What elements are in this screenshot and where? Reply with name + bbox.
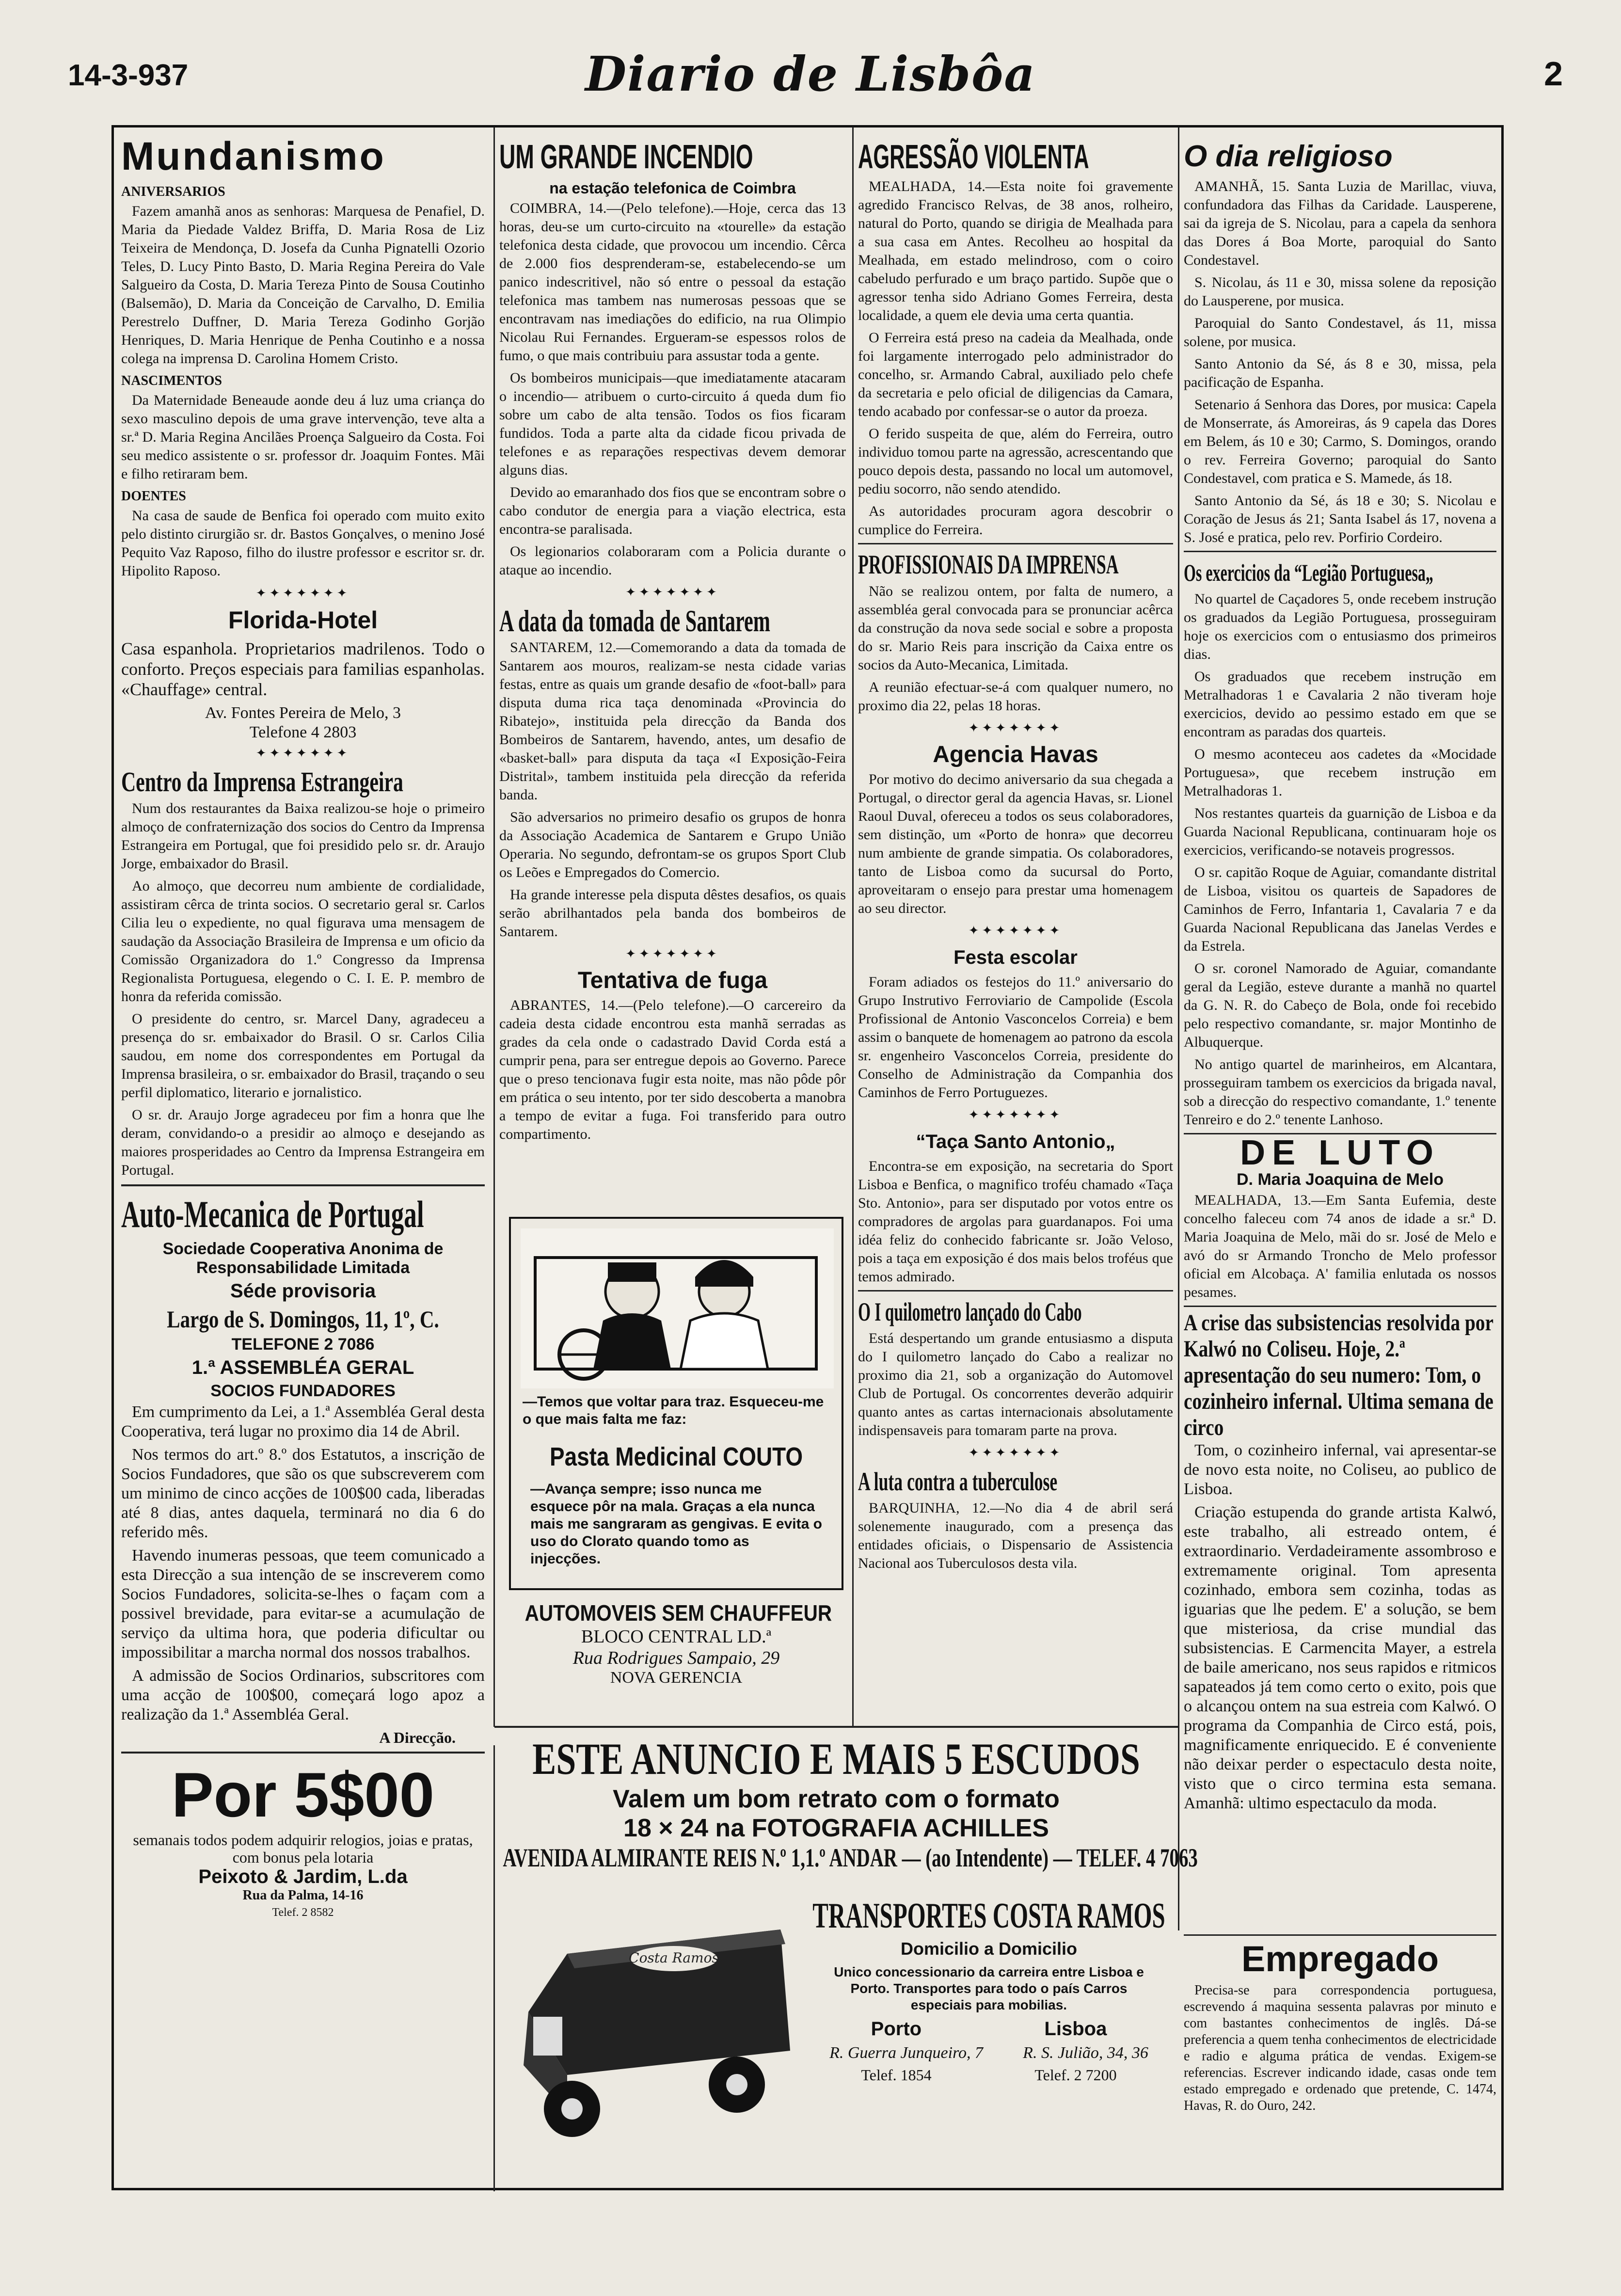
nascimentos-label: NASCIMENTOS [121, 373, 222, 388]
festa-title: Festa escolar [954, 947, 1078, 968]
ornament: ✦✦✦✦✦✦✦ [968, 1108, 1063, 1122]
auto-mecanica-p1: Em cumprimento da Lei, a 1.ª Assembléa Geral desta Cooperativa, terá lugar no proximo dia 14 de Abril. [121, 1403, 485, 1440]
por-5-escudos-text: semanais todos podem adquirir relogios, joias e pratas, com bonus pela lotaria [133, 1831, 473, 1866]
auto-mecanica-sede: Séde provisoria [230, 1280, 376, 1302]
truck-label: Costa Ramos [629, 1950, 719, 1966]
luto-title: DE LUTO [1240, 1133, 1440, 1172]
auto-mecanica-address: Largo de S. Domingos, 11, 1º, C. [167, 1306, 439, 1333]
centro-p4: O sr. dr. Araujo Jorge agradeceu por fim a honra que lhe deram, convidando-o a presidir ao almoço e desejando as maiores prosperidades ao Centro da Imprensa Estrangeira em Portugal. [121, 1107, 485, 1178]
florida-hotel-phone: Telefone 4 2803 [249, 723, 357, 741]
legiao-p6: O sr. coronel Namorado de Aguiar, comandante geral da Legião, esteve durante a manhã no quartel da G. N. R. do Cabeço de Bola, onde foi recebido pelo respectivo comandante, sr. major Montinho de Albuquerque. [1184, 960, 1496, 1050]
florida-hotel-title: Florida-Hotel [228, 606, 378, 634]
profissionais-p2: A reunião efectuar-se-á com qualquer numero, no proximo dia 22, pelas 18 horas. [858, 679, 1173, 714]
religioso-p6: Santo Antonio da Sé, ás 18 e 30; S. Nicolau e Coração de Jesus ás 21; Santa Isabel ás 17, novena a S. José e pratica, pelo rev. Porfirio Cordeiro. [1184, 493, 1496, 545]
costa-lisboa: Lisboa [1044, 2018, 1107, 2040]
auto-mecanica-p4: A admissão de Socios Ordinarios, subscritores com uma acção de 100$00, começará logo apoz a realização da 1.ª Assembléa Geral. [121, 1667, 485, 1723]
peixoto-phone: Telef. 2 8582 [272, 1906, 334, 1919]
achilles-line3: 18 × 24 na FOTOGRAFIA ACHILLES [623, 1814, 1049, 1842]
column-2 [499, 136, 846, 1202]
agressao-p3: O ferido suspeita de que, além do Ferreira, outro individuo tomou parte na agressão, acrescentando que pouco depois desta, passando no local um automovel, pediu socorro, não sendo atendido. [858, 426, 1173, 497]
religioso-p4: Santo Antonio da Sé, ás 8 e 30, missa, pela pacificação de Espanha. [1184, 356, 1496, 390]
costa-phone-lisboa: Telef. 2 7200 [1034, 2066, 1117, 2084]
achilles-address: AVENIDA ALMIRANTE REIS N.º 1,1.º ANDAR — (ao Intendente) — TELEF. 4 7063 [503, 1843, 1198, 1872]
cabo-p1: Está despertando um grande entusiasmo a disputa do I quilometro lançado do Cabo a realizar no proximo dia 21, sob a organização do Automovel Club de Portugal. Os concorrentes deverão adquirir quanto antes as cartas internacionais absolutamente indispensaveis para tomaram parte na prova. [858, 1330, 1173, 1438]
doentes-text: Na casa de saude de Benfica foi operado com muito exito pelo distinto cirurgião sr. dr. Bastos Gonçalves, o menino José Pequito Vaz Raposo, filho do ilustre professor e escritor sr. dr. Hipolito Raposo. [121, 508, 485, 579]
column-rule [1178, 127, 1179, 1930]
profissionais-p1: Não se realizou ontem, por falta de numero, a assembléa geral convocada para se pronunciar acêrca da construção da nova sede social e sobre a proposta do sr. Mario Reis para inscrição da Caixa entre os socios da Auto-Mecanica, Limitada. [858, 583, 1173, 673]
horizontal-rule [494, 1726, 1178, 1728]
peixoto-address: Rua da Palma, 14-16 [242, 1888, 364, 1903]
agressao-p4: As autoridades procuram agora descobrir o cumplice do Ferreira. [858, 503, 1173, 538]
automoveis-title: AUTOMOVEIS SEM CHAUFFEUR [524, 1600, 832, 1626]
doentes-label: DOENTES [121, 489, 186, 504]
legiao-p3: O mesmo aconteceu aos cadetes da «Mocidade Portuguesa», que recebem instrução em Metralhadoras 1. [1184, 746, 1496, 799]
costa-ramos-ad [499, 1891, 1173, 2182]
legiao-p7: No antigo quartel de marinheiros, em Alcantara, prosseguiram tambem os exercicios da brigada naval, sob a direcção do respectivo comandante, 1.º tenente Tenreiro e do 2.º tenente Lanhoso. [1184, 1056, 1496, 1128]
empregado-text: Precisa-se para correspondencia portuguesa, escrevendo á maquina sessenta palavras por minuto e com bastantes conhecimentos de inglês. Dá-se preferencia a quem tenha conhecimentos de electricidade e radio e alguma prática de vendas. Exigem-se referencias. Escrever indicando idade, casas onde tem estado empregado e ordenado que pretende, C. 1474, Havas, R. do Ouro, 242. [1184, 1983, 1496, 2113]
achilles-line2: Valem um bom retrato com o formato [613, 1785, 1060, 1813]
costa-ramos-text: Unico concessionario da carreira entre Lisboa e Porto. Transportes para todo o país Carros especiais para mobilias. [834, 1964, 1144, 2012]
auto-mecanica-signature: A Direcção. [379, 1729, 456, 1746]
column-4 [1184, 136, 1496, 1929]
aniversarios-label: ANIVERSARIOS [121, 184, 225, 199]
religioso-title: O dia religioso [1184, 140, 1393, 173]
column-1 [121, 133, 485, 2184]
religioso-p3: Paroquial do Santo Condestavel, ás 11, missa solene, por musica. [1184, 315, 1496, 350]
peixoto-jardim: Peixoto & Jardim, L.da [198, 1866, 408, 1887]
religioso-p5: Setenario á Senhora das Dores, por musica: Capela de Monserrate, ás Amoreiras, ás 9 capela das Dores em Belem, ás 10 e 30; Carmo, S. Domingos, orando o rev. Ferreira Governo; paroquial do Santo Condestavel, com pratica e S. Mamede, ás 18. [1184, 397, 1496, 486]
legiao-p5: O sr. capitão Roque de Aguiar, comandante distrital de Lisboa, visitou os quarteis de Sapadores de Caminhos de Ferro, Infantaria 1, Cavalaria 7 e da Guarda Nacional Republicana das Janelas Verdes e da Estrela. [1184, 864, 1496, 954]
incendio-p3: Devido ao emaranhado dos fios que se encontram sobre o cabo condutor de energia para a viação electrica, esta encontra-se paralisada. [499, 484, 846, 537]
newspaper-title: Diario de Lisbôa [585, 47, 1036, 102]
centro-p1: Num dos restaurantes da Baixa realizou-se hoje o primeiro almoço de confraternização dos socios do Centro da Imprensa Estrangeira em Portugal, que foi presidido pelo sr. dr. Araujo Jorge, embaixador do Brasil. [121, 800, 485, 872]
crise-p2: Criação estupenda do grande artista Kalwó, este trabalho, ali estreado ontem, é extraordinario. Verdadeiramente assombroso e extremamente original. Tom apresenta cozinhado, embora sem cozinha, todas as iguarias que lhe pedem. E' a solução, se bem que misteriosa, da crise mundial das subsistencias. E Carmencita Mayer, a estrela de baile americano, nos seus rapidos e ritmicos sapateados já tem como certo o exito, pois que o alcançou ontem na sua estreia com Kalwó. O programa da Companhia de Circo está, pois, magnificamente enriquecido. E é conveniente não deixar perder o espectaculo desta noite, visto que o circo termina esta semana. Amanhã: ultimo espectaculo da moda. [1184, 1503, 1496, 1812]
costa-address-porto: R. Guerra Junqueiro, 7 [829, 2044, 984, 2062]
ornament: ✦✦✦✦✦✦✦ [968, 924, 1063, 938]
santarem-p3: Ha grande interesse pela disputa dêstes desafios, os quais serão abrilhantados pela banda dos bombeiros de Santarem. [499, 887, 846, 940]
nova-gerencia: NOVA GERENCIA [610, 1669, 743, 1687]
auto-mecanica-socios: SOCIOS FUNDADORES [210, 1382, 396, 1400]
taca-title: “Taça Santo Antonio„ [916, 1131, 1115, 1152]
auto-mecanica-sub1: Sociedade Cooperativa Anonima de Responsabilidade Limitada [162, 1240, 444, 1277]
achilles-headline: ESTE ANUNCIO E MAIS 5 ESCUDOS [532, 1734, 1140, 1784]
crise-p1: Tom, o cozinheiro infernal, vai apresentar-se de novo esta noite, no Coliseu, ao publico de Lisboa. [1184, 1441, 1496, 1498]
auto-mecanica-p2: Nos termos do art.º 8.º dos Estatutos, a inscrição de Socios Fundadores, que são os que subscreverem com um minimo de cinco acções de 100$00 cada, liberadas até 8 dias, antes daquela, terminará no dia 6 do referido mês. [121, 1446, 485, 1541]
ornament: ✦✦✦✦✦✦✦ [255, 746, 350, 760]
costa-phone-porto: Telef. 1854 [861, 2066, 932, 2084]
auto-mecanica-p3: Havendo inumeras pessoas, que teem comunicado a esta Direcção a sua intenção de se inscreverem como Socios Fundadores, solicita-se-lhes o façam com a possivel brevidade, para evitar-se a acumulação de serviço da ultima hora, que poderia dificultar ou impossibilitar a marcha normal dos nossos trabalhos. [121, 1547, 485, 1661]
agressao-title: AGRESSÃO VIOLENTA [858, 138, 1089, 175]
costa-address-lisboa: R. S. Julião, 34, 36 [1023, 2044, 1148, 2062]
ornament: ✦✦✦✦✦✦✦ [625, 947, 720, 961]
incendio-title: UM GRANDE INCENDIO [499, 138, 753, 175]
luta-title: A luta contra a tuberculose [858, 1467, 1058, 1496]
por-5-escudos-title: Por 5$00 [171, 1759, 435, 1830]
couto-dialogue-2: —Avança sempre; isso nunca me esquece pôr na mala. Graças a ela nunca mais me sangraram as gengivas. E evita o uso do Clorato quando tomo as injecções. [530, 1481, 822, 1567]
luta-p1: BARQUINHA, 12.—No dia 4 de abril será solenemente inaugurado, com a presença das entidades oficiais, o Dispensario de Assistencia Nacional aos Tuberculosos desta vila. [858, 1500, 1173, 1571]
car-couple-illustration [521, 1228, 834, 1388]
automoveis-ad [504, 1600, 848, 1721]
santarem-title: A data da tomada de Santarem [499, 604, 770, 638]
costa-ramos-title: TRANSPORTES COSTA RAMOS [812, 1896, 1165, 1936]
empregado-ad [1184, 1934, 1496, 2188]
luto-p1: MEALHADA, 13.—Em Santa Eufemia, deste concelho faleceu com 74 anos de idade a sr.ª D. Maria Joaquina de Melo, mãi do sr. José de Melo e avó do sr Armando Troncho de Melo professor oficial em Alcobaça. A' familia enlutada os nossos pesames. [1184, 1192, 1496, 1300]
centro-p3: O presidente do centro, sr. Marcel Dany, agradeceu a presença do sr. embaixador do Brasil. O sr. Carlos Cilia saudou, em nome dos correspondentes em Portugal da Imprensa brasileira, o sr. embaixador do Brasil, traçando o seu perfil diplomatico, literario e jornalistico. [121, 1011, 485, 1100]
fuga-title: Tentativa de fuga [577, 968, 768, 993]
column-rule [493, 127, 495, 1727]
issue-date: 14-3-937 [68, 59, 189, 92]
ornament: ✦✦✦✦✦✦✦ [968, 1446, 1063, 1460]
havas-p1: Por motivo do decimo aniversario da sua chegada a Portugal, o director geral da agencia Havas, sr. Lionel Raoul Duval, ofereceu a todos os seus colaboradores, sem distinção, um «Porto de honra» que decorreu num ambiente de grande simpatia. Os colaboradores, tanto de Lisboa como da sucursal do Porto, aproveitaram o ensejo para prestar uma homenagem ao seu director. [858, 771, 1173, 916]
luto-name: D. Maria Joaquina de Melo [1237, 1170, 1444, 1189]
column-rule [493, 1745, 495, 2191]
column-rule [852, 127, 854, 1727]
masthead [0, 0, 1621, 121]
crise-title: A crise das subsistencias resolvida por Kalwó no Coliseu. Hoje, 2.ª apresentação do seu numero: Tom, o cozinheiro infernal. Ultima semana de circo [1184, 1310, 1494, 1440]
santarem-p2: São adversarios no primeiro desafio os grupos de honra da Associação Academica de Santarem e Grupo União Operaria. No segundo, defrontam-se os grupos Sport Club os Leões e Empregados do Comercio. [499, 809, 846, 880]
ornament: ✦✦✦✦✦✦✦ [968, 721, 1063, 735]
religioso-p2: S. Nicolau, ás 11 e 30, missa solene da reposição do Lausperene, por musica. [1184, 274, 1496, 309]
couto-product: Pasta Medicinal COUTO [549, 1442, 803, 1471]
ornament: ✦✦✦✦✦✦✦ [255, 586, 350, 600]
florida-hotel-text: Casa espanhola. Proprietarios madrilenos. Todo o conforto. Preços especiais para familias espanholas. «Chauffage» central. [121, 639, 485, 699]
legiao-p2: Os graduados que recebem instrução em Metralhadoras 1 e Cavalaria 2 não tiveram hoje exercicios, devido ao pessimo estado em que se encontram as paradas dos quarteis. [1184, 669, 1496, 740]
couto-dialogue-1: —Temos que voltar para traz. Esqueceu-me o que mais falta me faz: [523, 1394, 824, 1427]
santarem-p1: SANTAREM, 12.—Comemorando a data da tomada de Santarem aos mouros, realizam-se nesta cidade varias festas, entre as quais um grande desafio de «foot-ball» para disputa duma rica taça denominada «Provincia do Ribatejo», instituida pela direcção da Banda dos Bombeiros de Santarem, havendo, antes, um desafio de «basket-ball» para disputa da taça «I Exposição-Feira Distrital», tambem instituida pela direcção da referida banda. [499, 639, 846, 803]
incendio-p1: COIMBRA, 14.—(Pelo telefone).—Hoje, cerca das 13 horas, deu-se um curto-circuito na «tourelle» da estação telefonica desta cidade, que provocou um incendio. Cêrca de 2.000 fios desprenderam-se, estabelecendo-se um panico indescritivel, não só entre o pessoal da estação telefonica mas tambem nas numerosas pessoas que se encontravam nas imediações do edificio, na rua Olimpio Nicolau Rui Fernandes. Ergueram-se espessos rolos de fumo, o que mais contribuiu para assustar toda a gente. [499, 200, 846, 364]
empregado-title: Empregado [1241, 1939, 1439, 1979]
aniversarios-text: Fazem amanhã anos as senhoras: Marquesa de Penafiel, D. Maria da Piedade Valdez Briffa, D. Maria Rosa de Liz Teixeira de Mendonça, D. Josefa da Cunha Pignatelli Ozorio Teles, D. Lucy Pinto Basto, D. Maria Regina Pereira do Vale Salgueiro da Costa, D. Maria Tereza Pinto de Sousa Coutinho (Balsemão), D. Maria da Conceição de Carvalho, D. Emilia Perestrelo Duffner, D. Maria Tereza Godinho Gorjão Henriques, D. Maria Henrique de Penha Coutinho e a nossa colega na imprensa D. Carolina Homem Cristo. [121, 203, 485, 367]
auto-mecanica-phone: TELEFONE 2 7086 [231, 1335, 375, 1354]
fuga-p1: ABRANTES, 14.—(Pelo telefone).—O carcereiro da cadeia desta cidade encontrou esta manhã serradas as grades da cela onde o cadastrado David Corda está a cumprir pena, para ser entregue depois ao Governo. Parece que o preso tencionava fugir esta noite, mas não pôde pôr em prática o seu intento, por ter sido descoberta a manobra a tempo de evitar a fuga. Foi transferido para outro compartimento. [499, 997, 846, 1142]
religioso-p1: AMANHÃ, 15. Santa Luzia de Marillac, viuva, confundadora das Filhas da Caridade. Lausperene, sai da igreja de S. Nicolau, para a capela da senhora das Dores á Boa Morte, paroquial do Santo Condestavel. [1184, 178, 1496, 268]
incendio-p2: Os bombeiros municipais—que imediatamente atacaram o incendio— atribuem o curto-circuito á queda dum fio sobre um cabo de alta tensão. Todos os fios ficaram fundidos. Toda a parte alta da cidade ficou privada de telefones e as reparações respectivas devem demorar alguns dias. [499, 370, 846, 478]
taca-p1: Encontra-se em exposição, na secretaria do Sport Lisboa e Benfica, o magnifico troféu chamado «Taça Sto. Antonio», para ser disputado por votos entre os compradores de argolas para guardanapos. Foi uma idéa feliz do conhecido fabricante sr. João Veloso, pois a taça em exposição é dos mais belos troféus que temos admirado. [858, 1158, 1173, 1285]
bloco-central: BLOCO CENTRAL LD.ª [581, 1626, 772, 1647]
nascimentos-text: Da Maternidade Beneaude aonde deu á luz uma criança do sexo masculino depois de uma grave intervenção, teve alta a sr.ª D. Maria Regina Ancilães Proença Salgueiro da Costa. Foi seu medico assistente o sr. professor dr. Joaquim Fontes. Mãi e filho retiraram bem. [121, 392, 485, 482]
mundanismo-title: Mundanismo [121, 134, 386, 178]
cabo-title: O I quilometro lançado do Cabo [858, 1297, 1082, 1326]
incendio-subtitle: na estação telefonica de Coimbra [549, 179, 796, 197]
incendio-p4: Os legionarios colaboraram com a Policia durante o ataque ao incendio. [499, 543, 846, 578]
couto-ad [509, 1217, 843, 1590]
havas-title: Agencia Havas [933, 742, 1098, 767]
agressao-p2: O Ferreira está preso na cadeia da Mealhada, onde foi largamente interrogado pelo administrador do concelho, sr. Armando Cabral, auxiliado pelo chefe da secretaria e pelo oficial de diligencias da Camara, tendo acabado por confessar-se o autor da proeza. [858, 330, 1173, 419]
centro-p2: Ao almoço, que decorreu num ambiente de cordialidade, assistiram cêrca de trinta socios. O secretario geral sr. Carlos Cilia leu o expediente, no qual figurava uma mensagem de saudação da Associação Brasileira de Imprensa e um oficio da Comissão Organizadora do 1.º Congresso da Imprensa Regionalista Portuguesa, elegendo o C. I. E. P. membro de honra da referida comissão. [121, 878, 485, 1004]
auto-mecanica-assembleia: 1.ª ASSEMBLÉA GERAL [191, 1357, 414, 1378]
auto-mecanica-title: Auto-Mecanica de Portugal [121, 1193, 424, 1235]
truck-icon [509, 1900, 800, 2152]
centro-title: Centro da Imprensa Estrangeira [121, 766, 403, 797]
legiao-p1: No quartel de Caçadores 5, onde recebem instrução os graduados da Legião Portuguesa, prosseguiram hoje os exercicios com o entusiasmo dos primeiros dias. [1184, 591, 1496, 662]
column-3 [858, 136, 1173, 1721]
page-number: 2 [1544, 55, 1563, 93]
festa-p1: Foram adiados os festejos do 11.º aniversario do Grupo Instrutivo Ferroviario de Campolide (Escola Profissional de Antonio Vasconcelos Correia) e bem assim o banquete de homenagem ao patrono da escola sr. engenheiro Vasconcelos Correia, presidente do Conselho de Administração da Companhia dos Caminhos de Ferro Portuguezes. [858, 974, 1173, 1100]
costa-ramos-sub: Domicilio a Domicilio [900, 1939, 1078, 1959]
ornament: ✦✦✦✦✦✦✦ [625, 585, 720, 599]
profissionais-title: PROFISSIONAIS DA IMPRENSA [858, 550, 1119, 580]
agressao-p1: MEALHADA, 14.—Esta noite foi gravemente agredido Francisco Relvas, de 38 anos, rolheiro, natural do Porto, quando se dirigia de Mealhada para a sua casa em Antes. Recolheu ao hospital da Mealhada, em estado melindroso, com o coiro cabeludo perfurado e um braço partido. Supõe que o agressor tenha sido Adriano Gomes Ferreira, desta localidade, a quem ele devia uma certa quantia. [858, 178, 1173, 323]
automoveis-address: Rua Rodrigues Sampaio, 29 [572, 1648, 780, 1668]
costa-porto: Porto [871, 2018, 922, 2040]
florida-hotel-address: Av. Fontes Pereira de Melo, 3 [205, 704, 401, 722]
legiao-title: Os exercicios da “Legião Portuguesa„ [1184, 559, 1433, 586]
achilles-ad [499, 1733, 1198, 1879]
legiao-p4: Nos restantes quarteis da guarnição de Lisboa e da Guarda Nacional Republicana, continuaram hoje os exercicios, verificando-se notaveis progressos. [1184, 805, 1496, 858]
